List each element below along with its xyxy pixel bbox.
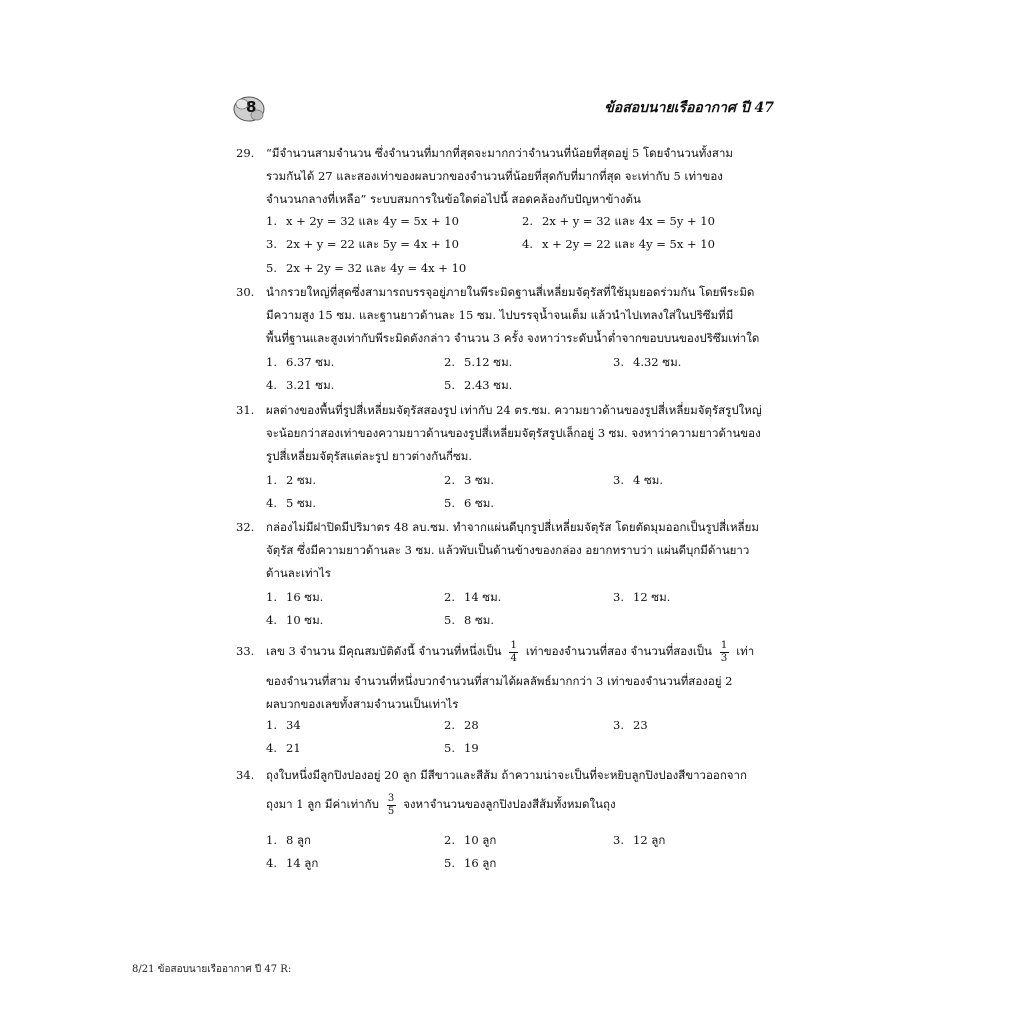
option[interactable]: 4. 21	[266, 741, 301, 755]
question-text	[266, 516, 776, 585]
question-line: เลข 3 จำนวน มีคุณสมบัติดังนี้ จำนวนที่หนึ่งเป็น $\frac{1}{4}$ เท่าของจำนวนที่สอง จำนวนที่สองเป็น $\frac{1}{3}$ เท่า	[266, 639, 755, 664]
question-line: รูปสี่เหลี่ยมจัตุรัสแต่ละรูป ยาวต่างกันกี่ซม.	[266, 449, 473, 463]
option[interactable]: 3. 12 ซม.	[613, 590, 671, 604]
option[interactable]: 1. 8 ลูก	[266, 833, 311, 847]
question-number: 30.	[236, 285, 255, 299]
page-number: 8	[246, 98, 257, 116]
option[interactable]: 2. 3 ซม.	[444, 473, 495, 487]
question-line: ถุงใบหนึ่งมีลูกปิงปองอยู่ 20 ลูก มีสีขาวและสีส้ม ถ้าความน่าจะเป็นที่จะหยิบลูกปิงปองสีขาวออกจาก	[266, 768, 747, 782]
question-line: พื้นที่ฐานและสูงเท่ากับพีระมิดดังกล่าว จำนวน 3 ครั้ง จงหาว่าระดับน้ำต่ำจากขอบบนของปริซึมเท่าใด	[266, 331, 760, 345]
option[interactable]: 4. x + 2y = 22 และ 4y = 5x + 10	[522, 237, 715, 251]
question-line: จำนวนกลางที่เหลือ” ระบบสมการในข้อใดต่อไปนี้ สอดคล้องกับปัญหาข้างต้น	[266, 192, 641, 206]
option[interactable]: 3. 12 ลูก	[613, 833, 666, 847]
option[interactable]: 5. 2x + 2y = 32 และ 4y = 4x + 10	[266, 261, 467, 275]
question-line: ด้านละเท่าไร	[266, 566, 331, 580]
question-number: 32.	[236, 520, 255, 534]
option[interactable]: 1. x + 2y = 32 และ 4y = 5x + 10	[266, 214, 459, 228]
question-text	[266, 640, 776, 716]
question-line: มีความสูง 15 ซม. และฐานยาวด้านละ 15 ซม. ไปบรรจุน้ำจนเต็ม แล้วนำไปเทลงใส่ในปริซึมที่มี	[266, 308, 734, 322]
option[interactable]: 4. 3.21 ซม.	[266, 378, 335, 392]
fraction-one-quarter: $\frac{1}{4}$	[510, 639, 517, 664]
option[interactable]: 2. 5.12 ซม.	[444, 355, 513, 369]
option[interactable]: 2. 10 ลูก	[444, 833, 497, 847]
question-number: 33.	[236, 644, 255, 658]
option[interactable]: 5. 16 ลูก	[444, 856, 497, 870]
question-number: 31.	[236, 403, 255, 417]
option[interactable]: 5. 6 ซม.	[444, 496, 495, 510]
option[interactable]: 5. 8 ซม.	[444, 613, 495, 627]
option[interactable]: 1. 34	[266, 718, 301, 732]
option[interactable]: 2. 2x + y = 32 และ 4x = 5y + 10	[522, 214, 715, 228]
option[interactable]: 4. 5 ซม.	[266, 496, 317, 510]
option[interactable]: 3. 23	[613, 718, 648, 732]
question-number: 29.	[236, 146, 255, 160]
option[interactable]: 5. 2.43 ซม.	[444, 378, 513, 392]
question-line: ถุงมา 1 ลูก มีค่าเท่ากับ $\frac{3}{5}$ จงหาจำนวนของลูกปิงปองสีส้มทั้งหมดในถุง	[266, 792, 616, 817]
option[interactable]: 3. 2x + y = 22 และ 5y = 4x + 10	[266, 237, 459, 251]
option[interactable]: 2. 28	[444, 718, 479, 732]
question-line: นำกรวยใหญ่ที่สุดซึ่งสามารถบรรจุอยู่ภายในพีระมิดฐานสี่เหลี่ยมจัตุรัสที่ใช้มุมยอดร่วมกัน โดยพีระมิด	[266, 285, 755, 299]
option[interactable]: 2. 14 ซม.	[444, 590, 502, 604]
question-line: ผลบวกของเลขทั้งสามจำนวนเป็นเท่าไร	[266, 696, 459, 711]
page-footer: 8/21 ข้อสอบนายเรืออากาศ ปี 47 R:	[132, 964, 292, 975]
question-line: รวมกันได้ 27 และสองเท่าของผลบวกของจำนวนที่น้อยที่สุดกับที่มากที่สุด จะเท่ากับ 5 เท่าของ	[266, 169, 723, 183]
fraction-three-fifths: $\frac{3}{5}$	[387, 792, 395, 817]
question-line: กล่องไม่มีฝาปิดมีปริมาตร 48 ลบ.ซม. ทำจากแผ่นดีบุกรูปสี่เหลี่ยมจัตุรัส โดยตัดมุมออกเป็นรูปสี่เหลี่ยม	[266, 520, 759, 534]
option[interactable]: 4. 10 ซม.	[266, 613, 324, 627]
question-line: ของจำนวนที่สาม จำนวนที่หนึ่งบวกจำนวนที่สามได้ผลลัพธ์มากกว่า 3 เท่าของจำนวนที่สองอยู่ 2	[266, 673, 733, 688]
question-text	[266, 764, 776, 817]
fraction-one-third: $\frac{1}{3}$	[720, 639, 728, 664]
header-title: ข้อสอบนายเรืออากาศ ปี 47	[604, 100, 774, 116]
question-line: “มีจำนวนสามจำนวน ซึ่งจำนวนที่มากที่สุดจะมากกว่าจำนวนที่น้อยที่สุดอยู่ 5 โดยจำนวนทั้งสาม	[266, 146, 733, 160]
question-text	[266, 142, 776, 211]
option[interactable]: 1. 16 ซม.	[266, 590, 324, 604]
question-line: จัตุรัส ซึ่งมีความยาวด้านละ 3 ซม. แล้วพับเป็นด้านข้างของกล่อง อยากทราบว่า แผ่นดีบุกมีด้านยาว	[266, 543, 750, 557]
option[interactable]: 1. 6.37 ซม.	[266, 355, 335, 369]
option[interactable]: 3. 4.32 ซม.	[613, 355, 682, 369]
question-line: จะน้อยกว่าสองเท่าของความยาวด้านของรูปสี่เหลี่ยมจัตุรัสรูปเล็กอยู่ 3 ซม. จงหาว่าความยาวด้านของ	[266, 426, 761, 440]
option[interactable]: 4. 14 ลูก	[266, 856, 319, 870]
option[interactable]: 5. 19	[444, 741, 479, 755]
question-line: ผลต่างของพื้นที่รูปสี่เหลี่ยมจัตุรัสสองรูป เท่ากับ 24 ตร.ซม. ความยาวด้านของรูปสี่เหลี่ยมจัตุรัสรูปใหญ่	[266, 403, 762, 417]
question-number: 34.	[236, 768, 255, 782]
question-text	[266, 399, 776, 468]
question-text	[266, 281, 776, 350]
option[interactable]: 3. 4 ซม.	[613, 473, 664, 487]
option[interactable]: 1. 2 ซม.	[266, 473, 317, 487]
